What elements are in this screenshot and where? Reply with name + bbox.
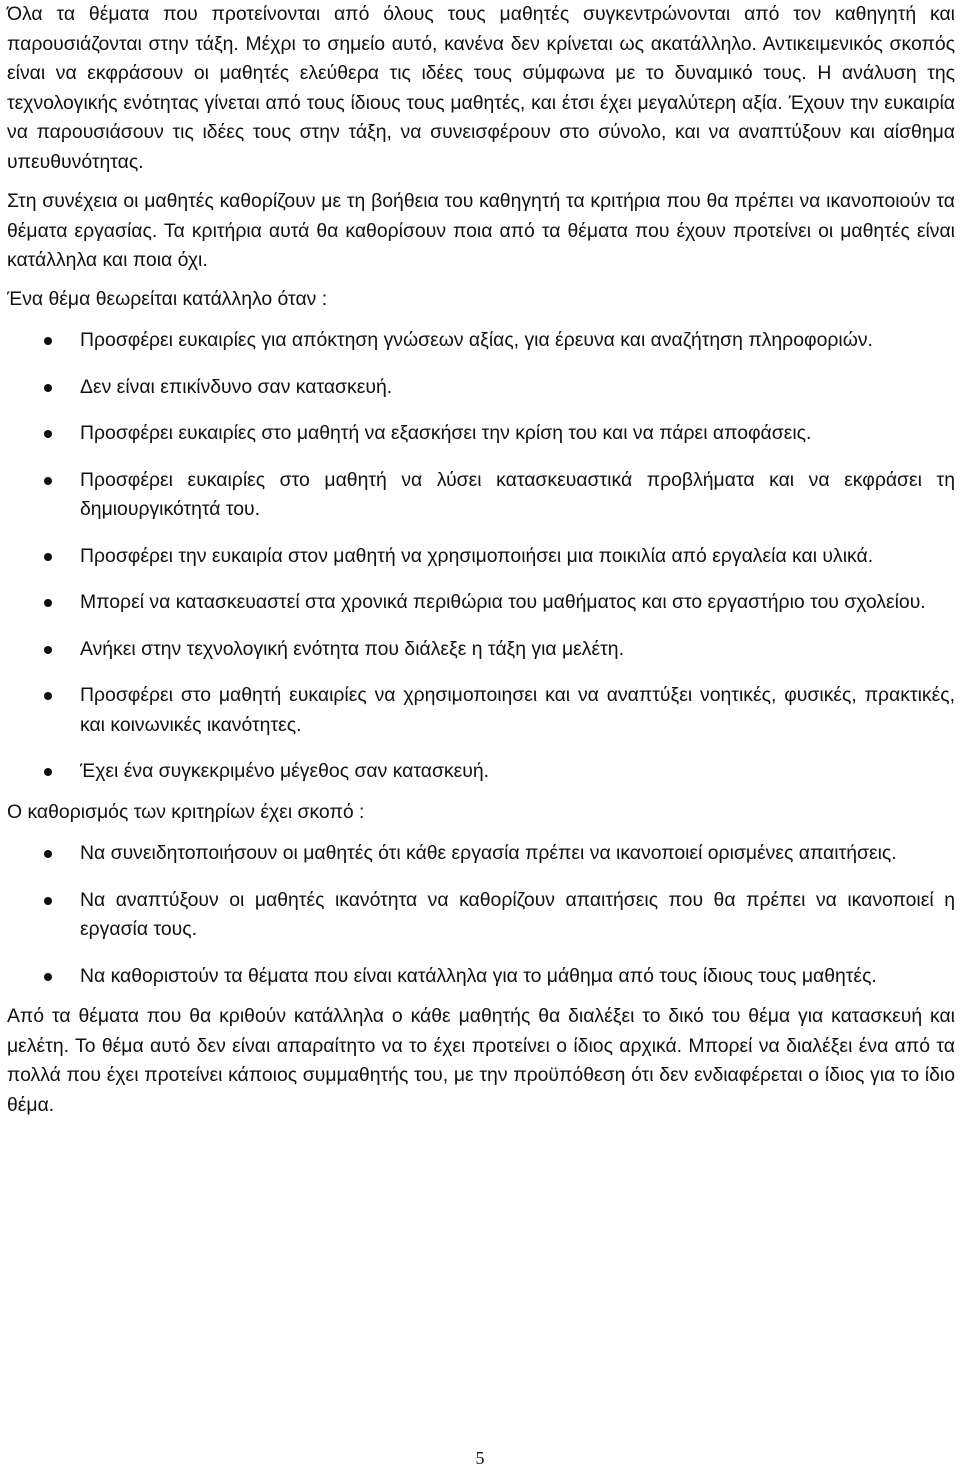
list-item (7, 588, 955, 618)
bullet-icon (44, 430, 52, 438)
purpose-heading: Ο καθορισμός των κριτηρίων έχει σκοπό : (7, 800, 365, 823)
list-item-text: Να συνειδητοποιήσουν οι μαθητές ότι κάθε εργασία πρέπει να ικανοποιεί ορισμένες απαιτήσεις. (80, 842, 897, 864)
list-item-text: Προσφέρει ευκαιρίες για απόκτηση γνώσεων αξίας, για έρευνα και αναζήτηση πληροφοριών. (80, 329, 873, 351)
list-item (7, 466, 955, 525)
purpose-list (7, 839, 955, 991)
list-item-text: Προσφέρει ευκαιρίες στο μαθητή να λύσει κατασκευαστικά προβλήματα και να εκφράσει τη δημιουργικότητά του. (80, 468, 955, 520)
list-item-text: Προσφέρει την ευκαιρία στον μαθητή να χρησιμοποιήσει μια ποικιλία από εργαλεία και υλικά. (80, 544, 874, 567)
bullet-icon (44, 384, 52, 392)
list-item (7, 681, 955, 740)
list-item (7, 757, 955, 787)
list-item (7, 419, 955, 449)
list-item-text: Μπορεί να κατασκευαστεί στα χρονικά περιθώρια του μαθήματος και στο εργαστήριο του σχολείου. (80, 591, 926, 613)
list-item (7, 839, 955, 869)
bullet-icon (44, 768, 52, 776)
closing-paragraph: Από τα θέματα που θα κριθούν κατάλληλα ο κάθε μαθητής θα διαλέξει το δικό του θέμα για κατασκευή και μελέτη. Το θέμα αυτό δεν είναι απαραίτητο να το έχει προτείνει ο ίδιος αρχικά. Μπορεί να διαλέξει ένα από τα πολλά που έχει προτείνει κάποιος συμμαθητής του, με την προϋπόθεση ότι δεν ενδιαφέρεται ο ίδιος για το ίδιο θέμα. (7, 1005, 955, 1116)
list-item-text: Έχει ένα συγκεκριμένο μέγεθος σαν κατασκευή. (80, 760, 490, 782)
list-item (7, 542, 955, 572)
list-item (7, 886, 955, 945)
list-item (7, 635, 955, 665)
suitable-heading: Ένα θέμα θεωρείται κατάλληλο όταν : (7, 287, 328, 310)
bullet-icon (44, 897, 52, 905)
bullet-icon (44, 692, 52, 700)
page-number: 5 (475, 1448, 485, 1468)
bullet-icon (44, 553, 52, 561)
list-item (7, 326, 955, 356)
bullet-icon (44, 477, 52, 485)
bullet-icon (44, 973, 52, 981)
bullet-icon (44, 850, 52, 858)
list-item-text: Προσφέρει ευκαιρίες στο μαθητή να εξασκήσει την κρίση του και να πάρει αποφάσεις. (80, 422, 812, 444)
list-item (7, 962, 955, 992)
list-item-text: Να αναπτύξουν οι μαθητές ικανότητα να καθορίζουν απαιτήσεις που θα πρέπει να ικανοποιεί η εργασία τους. (80, 888, 955, 940)
intro-paragraph: Όλα τα θέματα που προτείνονται από όλους τους μαθητές συγκεντρώνονται από τον καθηγητή και παρουσιάζονται στην τάξη. Μέχρι το σημείο αυτό, κανένα δεν κρίνεται ως ακατάλληλο. Αντικειμενικός σκοπός είναι να εκφράσουν οι μαθητές ελεύθερα τις ιδέες τους σύμφωνα με το δυναμικό τους. Η ανάλυση της τεχνολογικής ενότητας γίνεται από τους ίδιους τους μαθητές, και έτσι έχει μεγαλύτερη αξία. Έχουν την ευκαιρία να παρουσιάσουν τις ιδέες τους στην τάξη, να συνεισφέρουν στο σύνολο, και να αναπτύξουν και αίσθημα υπευθυνότητας. (7, 3, 955, 173)
list-item-text: Δεν είναι επικίνδυνο σαν κατασκευή. (80, 375, 393, 398)
list-item-text: Προσφέρει στο μαθητή ευκαιρίες να χρησιμοποιησει και να αναπτύξει νοητικές, φυσικές, πρακτικές, και κοινωνικές ικανότητες. (80, 684, 955, 736)
bullet-icon (44, 646, 52, 654)
suitable-criteria-list (7, 326, 955, 787)
bullet-icon (44, 599, 52, 607)
list-item (7, 373, 955, 403)
bullet-icon (44, 337, 52, 345)
list-item-text: Να καθοριστούν τα θέματα που είναι κατάλληλα για το μάθημα από τους ίδιους τους μαθητές. (80, 964, 877, 987)
document-page (7, 0, 955, 1120)
list-item-text: Ανήκει στην τεχνολογική ενότητα που διάλεξε η τάξη για μελέτη. (80, 637, 624, 660)
criteria-paragraph: Στη συνέχεια οι μαθητές καθορίζουν με τη βοήθεια του καθηγητή τα κριτήρια που θα πρέπει να ικανοποιούν τα θέματα εργασίας. Τα κριτήρια αυτά θα καθορίσουν ποια από τα θέματα που έχουν προτείνει οι μαθητές είναι κατάλληλα και ποια όχι. (7, 190, 955, 271)
